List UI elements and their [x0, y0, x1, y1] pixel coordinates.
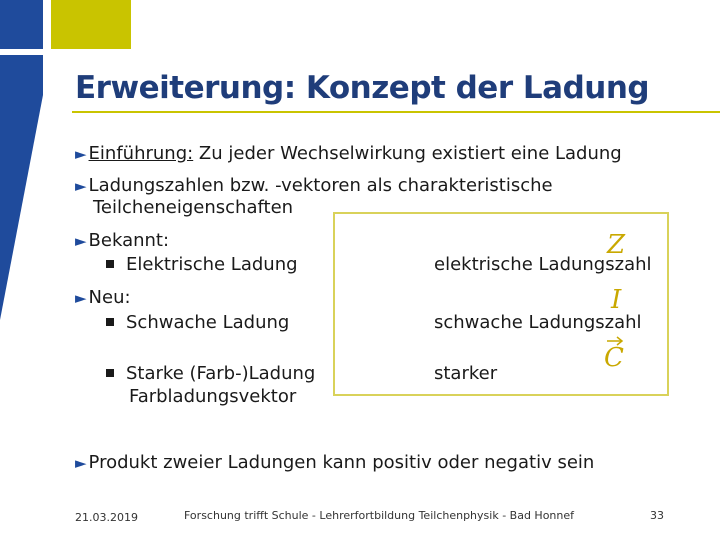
bullet-triangle-icon: ► — [75, 177, 87, 195]
bullet-head: Einführung: — [88, 143, 194, 164]
bullet-text: Ladungszahlen bzw. -vektoren als charakteristische — [88, 175, 553, 196]
sub-bullet-stark-cont: Farbladungsvektor — [129, 386, 297, 407]
sub-bullet-text: Starke (Farb-)Ladung — [126, 363, 316, 384]
footer-date: 21.03.2019 — [75, 511, 138, 524]
bullet-bekannt — [75, 230, 169, 252]
bullet-text: Bekannt: — [88, 230, 170, 251]
bullet-text: Neu: — [88, 287, 131, 308]
page-number: 33 — [650, 509, 664, 522]
label-schwache-ladungszahl: schwache Ladungszahl — [434, 312, 642, 333]
square-bullet-icon — [106, 260, 114, 268]
sub-bullet-text: Elektrische Ladung — [126, 254, 298, 275]
label-elektrische-ladungszahl: elektrische Ladungszahl — [434, 254, 652, 275]
title-underline — [72, 111, 720, 113]
bullet-triangle-icon: ► — [75, 454, 87, 472]
symbol-i: I — [611, 285, 622, 315]
symbol-c: C — [604, 343, 624, 373]
bullet-triangle-icon: ► — [75, 145, 87, 163]
square-bullet-icon — [106, 369, 114, 377]
sub-bullet-text: Schwache Ladung — [126, 312, 290, 333]
footer-title: Forschung trifft Schule - Lehrerfortbildung Teilchenphysik - Bad Honnef — [184, 509, 575, 522]
sub-bullet-stark — [106, 363, 315, 385]
slide-title: Erweiterung: Konzept der Ladung — [75, 70, 650, 106]
bullet-neu — [75, 287, 131, 309]
sub-bullet-elektrisch — [106, 254, 298, 276]
bullet-triangle-icon: ► — [75, 232, 87, 250]
vector-arrow-icon — [606, 334, 624, 346]
logo-blue-square — [0, 0, 43, 49]
bullet-ladungszahlen — [75, 175, 553, 197]
square-bullet-icon — [106, 318, 114, 326]
bullet-ladungszahlen-cont: Teilcheneigenschaften — [93, 197, 294, 218]
bullet-text: Produkt zweier Ladungen kann positiv oder negativ sein — [88, 452, 595, 473]
sub-bullet-schwach — [106, 312, 289, 334]
symbol-z: Z — [607, 230, 626, 260]
label-starker: starker — [434, 363, 498, 384]
bullet-einfuehrung — [75, 143, 622, 165]
bullet-text: Zu jeder Wechselwirkung existiert eine Ladung — [193, 143, 622, 164]
decorative-wedge — [0, 55, 43, 320]
bullet-triangle-icon: ► — [75, 289, 87, 307]
logo-yellow-square — [51, 0, 131, 49]
bullet-produkt — [75, 452, 594, 474]
